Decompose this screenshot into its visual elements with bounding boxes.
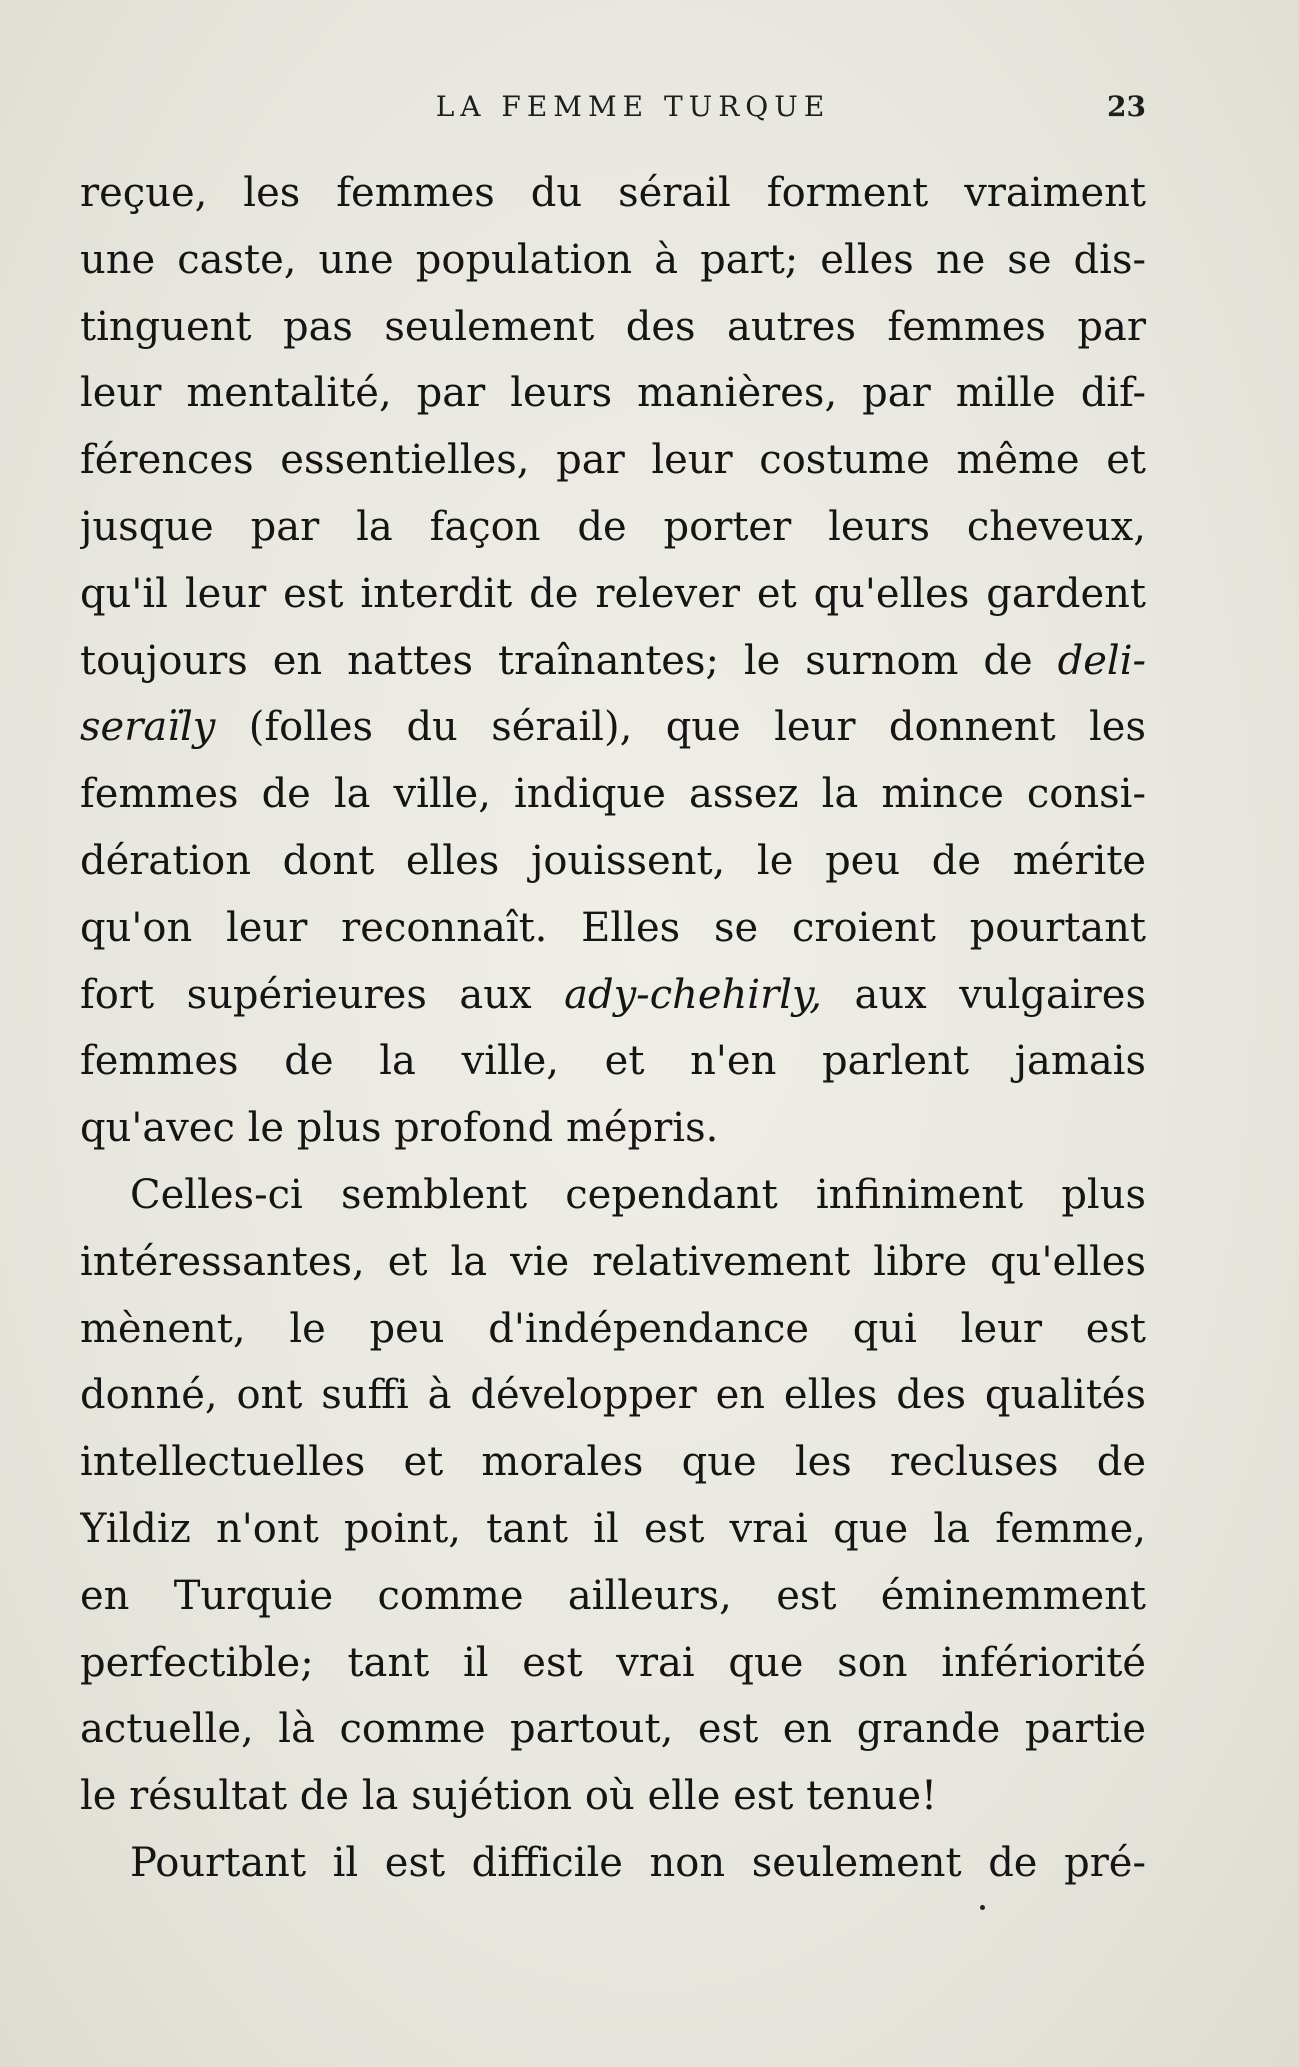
ink-speck (980, 1905, 985, 1910)
text-line: perfectible; tant il est vrai que son infériorité (80, 1639, 1146, 1686)
text-line: en Turquie comme ailleurs, est éminemment (80, 1572, 1146, 1619)
text-line (80, 628, 1146, 695)
page-number: 23 (1107, 90, 1146, 123)
text-line: leur mentalité, par leurs manières, par mille dif- (80, 370, 1146, 417)
text-line: reçue, les femmes du sérail forment vraiment (80, 170, 1146, 216)
text-line: Celles-ci semblent cependant infiniment plus (130, 1171, 1146, 1218)
text-line: Yildiz n'ont point, tant il est vrai que la femme, (80, 1505, 1146, 1552)
text-line: le résultat de la sujétion où elle est tenue! (80, 1773, 938, 1820)
text-line: intellectuelles et morales que les recluses de (80, 1439, 1146, 1486)
text-line: femmes de la ville, indique assez la mince consi- (80, 771, 1146, 818)
text-line (80, 694, 1146, 761)
text-line: qu'avec le plus profond mépris. (80, 1105, 719, 1152)
text-line: jusque par la façon de porter leurs cheveux, (80, 503, 1146, 550)
text-segment: (folles du sérail), que leur donnent les (248, 704, 1146, 751)
text-line: femmes de la ville, et n'en parlent jamais (80, 1038, 1146, 1085)
italic-term: deli- (1057, 637, 1146, 684)
text-line: mènent, le peu d'indépendance qui leur est (80, 1305, 1146, 1352)
text-line: tinguent pas seulement des autres femmes par (80, 303, 1146, 350)
page-header (80, 90, 1146, 134)
text-line (80, 962, 1146, 1029)
text-line: qu'il leur est interdit de relever et qu'elles gardent (80, 570, 1146, 617)
text-segment: fort supérieures aux (80, 971, 532, 1018)
text-line: férences essentielles, par leur costume même et (80, 437, 1146, 484)
text-line: qu'on leur reconnaît. Elles se croient pourtant (80, 904, 1146, 951)
italic-term: seraïly (80, 704, 216, 751)
text-line: une caste, une population à part; elles ne se dis- (80, 236, 1146, 283)
text-line: dération dont elles jouissent, le peu de mérite (80, 837, 1146, 884)
body-text (80, 160, 1146, 1897)
text-line: actuelle, là comme partout, est en grande partie (80, 1706, 1146, 1753)
text-line: intéressantes, et la vie relativement libre qu'elles (80, 1238, 1146, 1285)
text-line: Pourtant il est difficile non seulement de pré- (130, 1839, 1146, 1886)
running-title: LA FEMME TURQUE (435, 90, 831, 123)
text-line: donné, ont suffi à développer en elles des qualités (80, 1372, 1146, 1419)
italic-term: ady-chehirly, (564, 971, 822, 1018)
text-segment: aux vulgaires (854, 971, 1146, 1018)
text-segment: toujours en nattes traînantes; le surnom de (80, 637, 1033, 684)
